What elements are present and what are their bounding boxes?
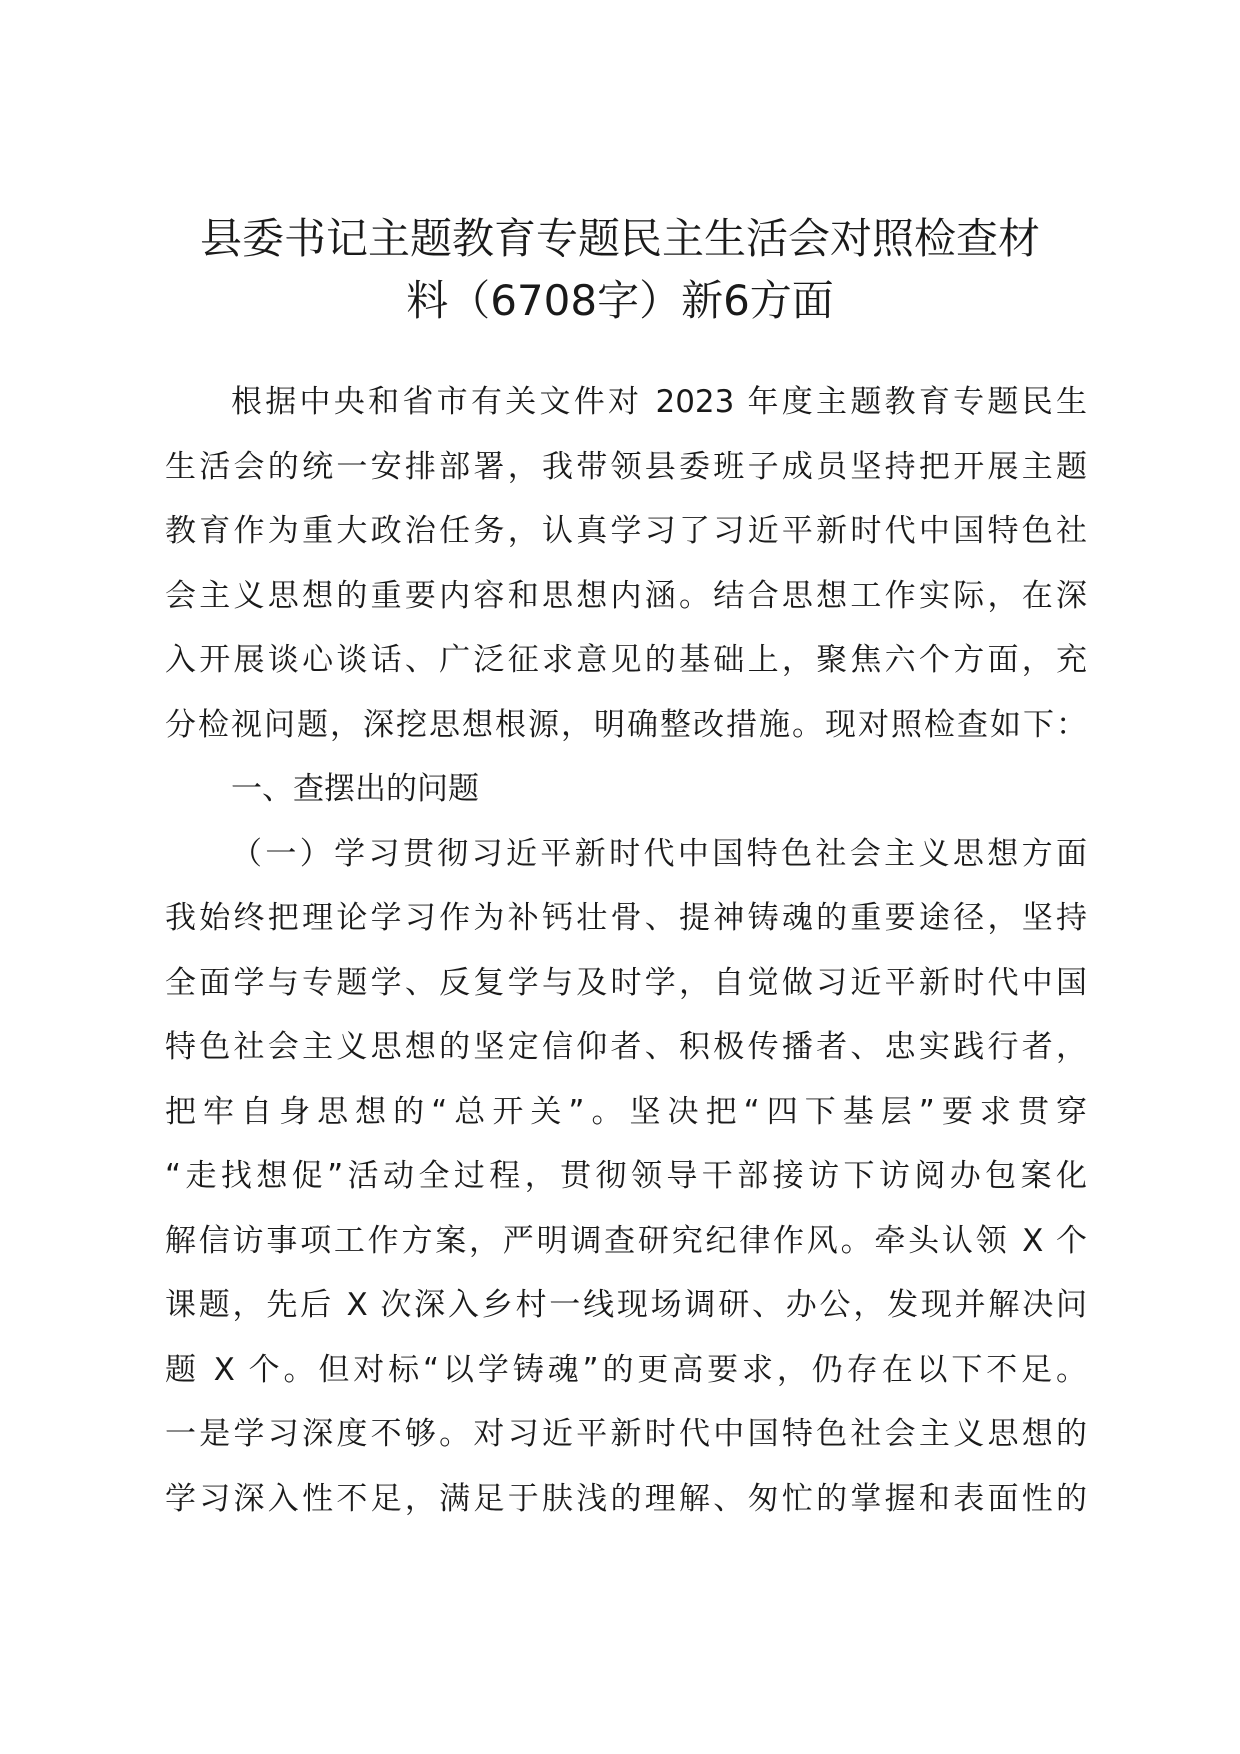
body-line: 特色社会主义思想的坚定信仰者、积极传播者、忠实践行者， bbox=[165, 1029, 1087, 1065]
body-line: 教育作为重大政治任务，认真学习了习近平新时代中国特色社 bbox=[165, 513, 1087, 549]
body-line: 课题，先后 X 次深入乡村一线现场调研、办公，发现并解决问 bbox=[165, 1287, 1087, 1323]
title-line-1: 县委书记主题教育专题民主生活会对照检查材 bbox=[199, 214, 1040, 263]
body-line: （一）学习贯彻习近平新时代中国特色社会主义思想方面 bbox=[231, 835, 1087, 872]
body-line: 会主义思想的重要内容和思想内涵。结合思想工作实际，在深 bbox=[165, 577, 1087, 614]
title-line-2: 料（6708字）新6方面 bbox=[406, 276, 834, 325]
body-line: 生活会的统一安排部署，我带领县委班子成员坚持把开展主题 bbox=[165, 448, 1087, 485]
body-line: 根据中央和省市有关文件对 2023 年度主题教育专题民生 bbox=[231, 384, 1087, 420]
body-line: 全面学与专题学、反复学与及时学，自觉做习近平新时代中国 bbox=[165, 964, 1087, 1001]
body-line: “走找想促”活动全过程，贯彻领导干部接访下访阅办包案化 bbox=[165, 1158, 1087, 1194]
document-title bbox=[150, 208, 1090, 332]
body-line: 题 X 个。但对标“以学铸魂”的更高要求，仍存在以下不足。 bbox=[165, 1351, 1087, 1388]
body-line: 分检视问题，深挖思想根源，明确整改措施。现对照检查如下： bbox=[165, 706, 1087, 743]
body-line: 入开展谈心谈话、广泛征求意见的基础上，聚焦六个方面，充 bbox=[165, 642, 1087, 678]
body-line: 学习深入性不足，满足于肤浅的理解、匆忙的掌握和表面性的 bbox=[165, 1480, 1087, 1517]
document-body bbox=[165, 370, 1087, 1531]
body-line: 把牢自身思想的“总开关”。坚决把“四下基层”要求贯穿 bbox=[165, 1093, 1087, 1130]
body-line: 一、查摆出的问题 bbox=[231, 771, 479, 807]
body-line: 一是学习深度不够。对习近平新时代中国特色社会主义思想的 bbox=[165, 1416, 1087, 1452]
body-line: 我始终把理论学习作为补钙壮骨、提神铸魂的重要途径，坚持 bbox=[165, 900, 1087, 936]
body-line: 解信访事项工作方案，严明调查研究纪律作风。牵头认领 X 个 bbox=[165, 1222, 1087, 1259]
